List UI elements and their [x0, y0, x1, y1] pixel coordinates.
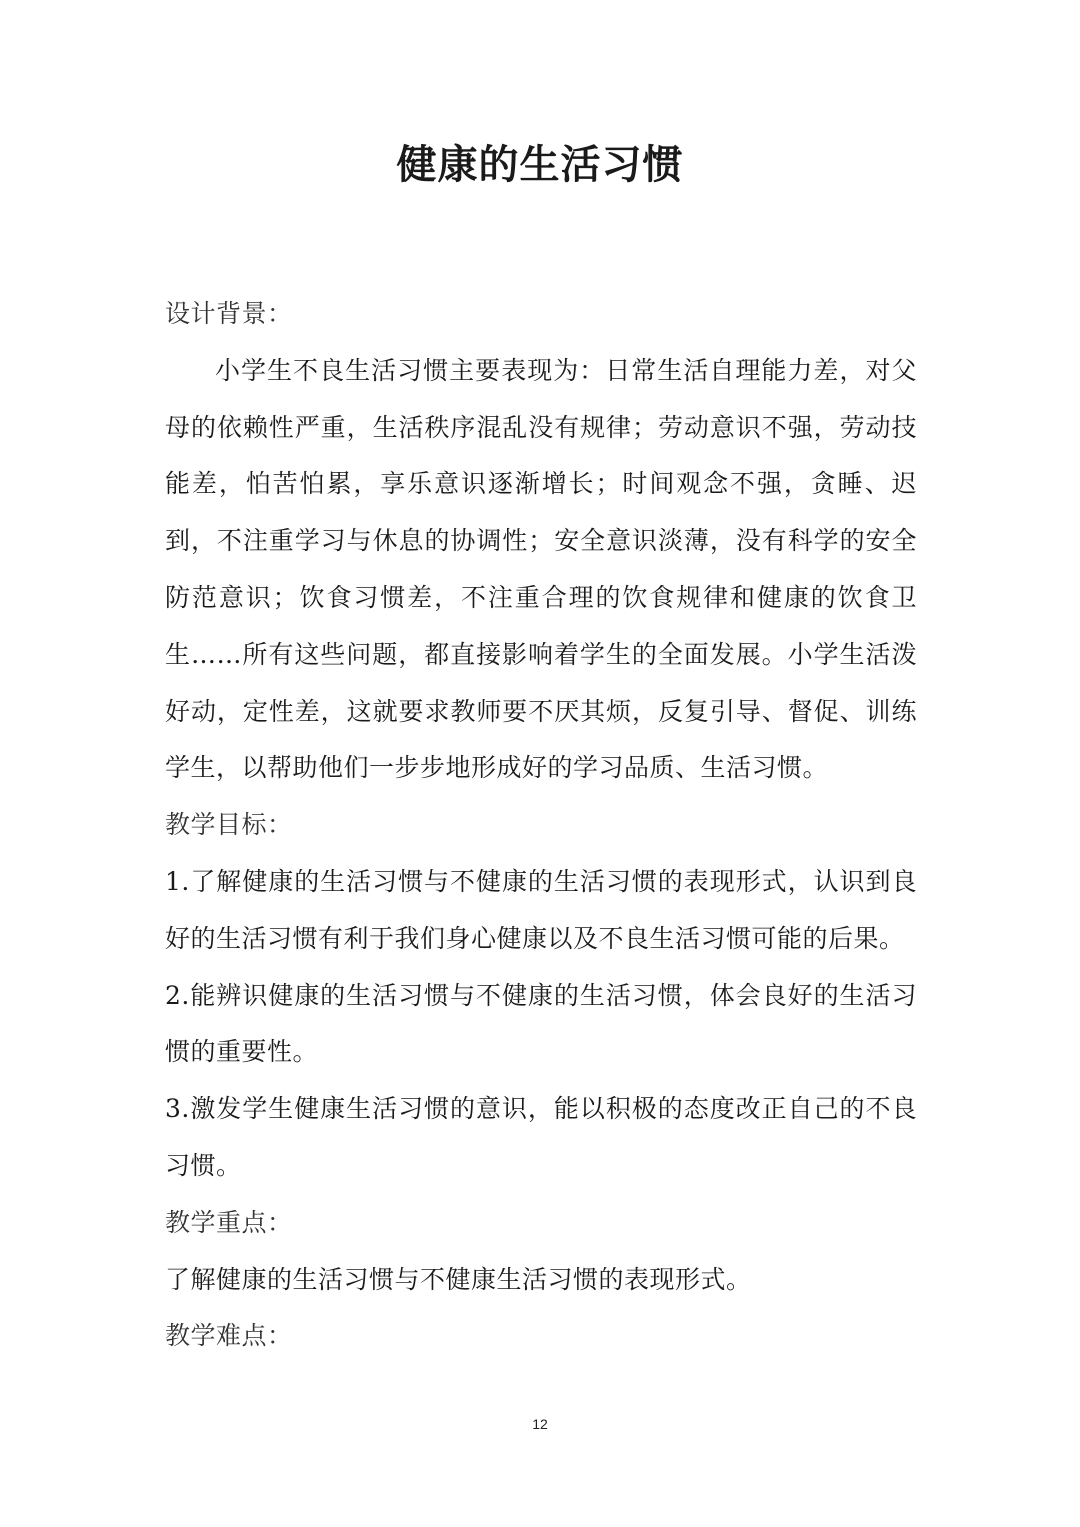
goals-heading: 教学目标：	[165, 810, 293, 840]
background-heading: 设计背景：	[165, 299, 293, 328]
document-body	[165, 286, 917, 1365]
key-points-heading: 教学重点：	[165, 1207, 293, 1237]
background-paragraph: 小学生不良生活习惯主要表现为：日常生活自理能力差，对父母的依赖性严重，生活秩序混乱没有规律；劳动意识不强，劳动技能差，怕苦怕累，享乐意识逐渐增长；时间观念不强，贪睡、迟到，不注重学习与休息的协调性；安全意识淡薄，没有科学的安全防范意识；饮食习惯差，不注重合理的饮食规律和健康的饮食卫生……所有这些问题，都直接影响着学生的全面发展。小学生活泼好动，定性差，这就要求教师要不厌其烦，反复引导、督促、训练学生，以帮助他们一步步地形成好的学习品质、生活习惯。	[165, 355, 917, 783]
document-title: 健康的生活习惯	[396, 142, 684, 188]
key-points-paragraph: 了解健康的生活习惯与不健康生活习惯的表现形式。	[165, 1264, 752, 1294]
difficulties-heading: 教学难点：	[165, 1321, 293, 1351]
goal-item-1: 1.了解健康的生活习惯与不健康的生活习惯的表现形式，认识到良好的生活习惯有利于我们身心健康以及不良生活习惯可能的后果。	[165, 866, 917, 953]
page-number: 12	[532, 1416, 548, 1432]
goal-item-2: 2.能辨识健康的生活习惯与不健康的生活习惯，体会良好的生活习惯的重要性。	[165, 980, 917, 1067]
goal-item-3: 3.激发学生健康生活习惯的意识，能以积极的态度改正自己的不良习惯。	[165, 1094, 917, 1180]
